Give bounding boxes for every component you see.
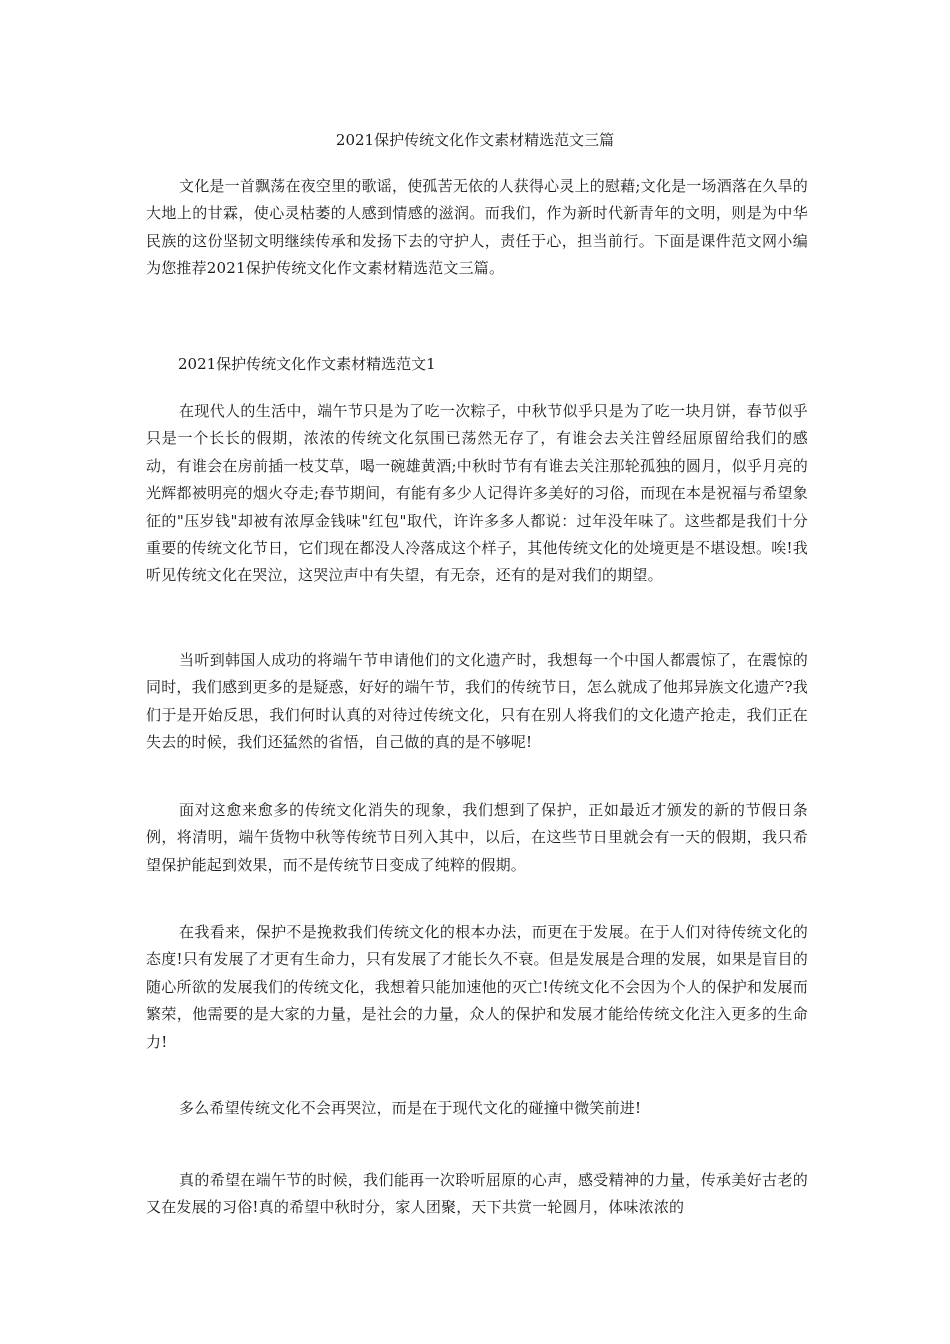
body-paragraph-3: 面对这愈来愈多的传统文化消失的现象，我们想到了保护，正如最近才颁发的新的节假日条例，将清明，端午货物中秋等传统节日列入其中，以后，在这些节日里就会有一天的假期，我只希望保护能起到效果，而不是传统节日变成了纯粹的假期。 bbox=[146, 801, 808, 874]
body-paragraph-4: 在我看来，保护不是挽救我们传统文化的根本办法，而更在于发展。在于人们对待传统文化的态度!只有发展了才更有生命力，只有发展了才能长久不衰。但是发展是合理的发展，如果是盲目的随心所欲的发展我们的传统文化，我想着只能加速他的灭亡!传统文化不会因为个人的保护和发展而繁荣，他需要的是大家的力量，是社会的力量，众人的保护和发展才能给传统文化注入更多的生命力! bbox=[146, 923, 808, 1051]
document-title: 2021保护传统文化作文素材精选范文三篇 bbox=[335, 131, 615, 149]
body-paragraph-2: 当听到韩国人成功的将端午节申请他们的文化遗产时，我想每一个中国人都震惊了，在震惊的同时，我们感到更多的是疑惑，好好的端午节，我们的传统节日，怎么就成了他邦异族文化遗产?我们于是开始反思，我们何时认真的对待过传统文化，只有在别人将我们的文化遗产抢走，我们正在失去的时候，我们还猛然的省悟，自己做的真的是不够呢! bbox=[146, 651, 808, 752]
body-paragraph-1: 在现代人的生活中，端午节只是为了吃一次粽子，中秋节似乎只是为了吃一块月饼，春节似乎只是一个长长的假期，浓浓的传统文化氛围已荡然无存了，有谁会去关注曾经屈原留给我们的感动，有谁会在房前插一枝艾草，喝一碗雄黄酒;中秋时节有有谁去关注那轮孤独的圆月，似乎月亮的光辉都被明亮的烟火夺走;春节期间，有能有多少人记得许多美好的习俗，而现在本是祝福与希望象征的"压岁钱"却被有浓厚金钱味"红包"取代，许许多多人都说：过年没年味了。这些都是我们十分重要的传统文化节日，它们现在都没人冷落成这个样子，其他传统文化的处境更是不堪设想。唉!我听见传统文化在哭泣，这哭泣声中有失望，有无奈，还有的是对我们的期望。 bbox=[146, 402, 808, 585]
section-heading: 2021保护传统文化作文素材精选范文1 bbox=[178, 355, 436, 373]
body-paragraph-6: 真的希望在端午节的时候，我们能再一次聆听屈原的心声，感受精神的力量，传承美好古老的又在发展的习俗!真的希望中秋时分，家人团聚，天下共赏一轮圆月，体味浓浓的 bbox=[146, 1171, 808, 1217]
body-paragraph-5: 多么希望传统文化不会再哭泣，而是在于现代文化的碰撞中微笑前进! bbox=[179, 1099, 642, 1117]
intro-paragraph: 文化是一首飘荡在夜空里的歌谣，使孤苦无依的人获得心灵上的慰藉;文化是一场酒落在久旱的大地上的甘霖，使心灵枯萎的人感到情感的滋润。而我们，作为新时代新青年的文明，则是为中华民族的这份坚韧文明继续传承和发扬下去的守护人，责任于心，担当前行。下面是课件范文网小编为您推荐2021保护传统文化作文素材精选范文三篇。 bbox=[146, 177, 808, 278]
